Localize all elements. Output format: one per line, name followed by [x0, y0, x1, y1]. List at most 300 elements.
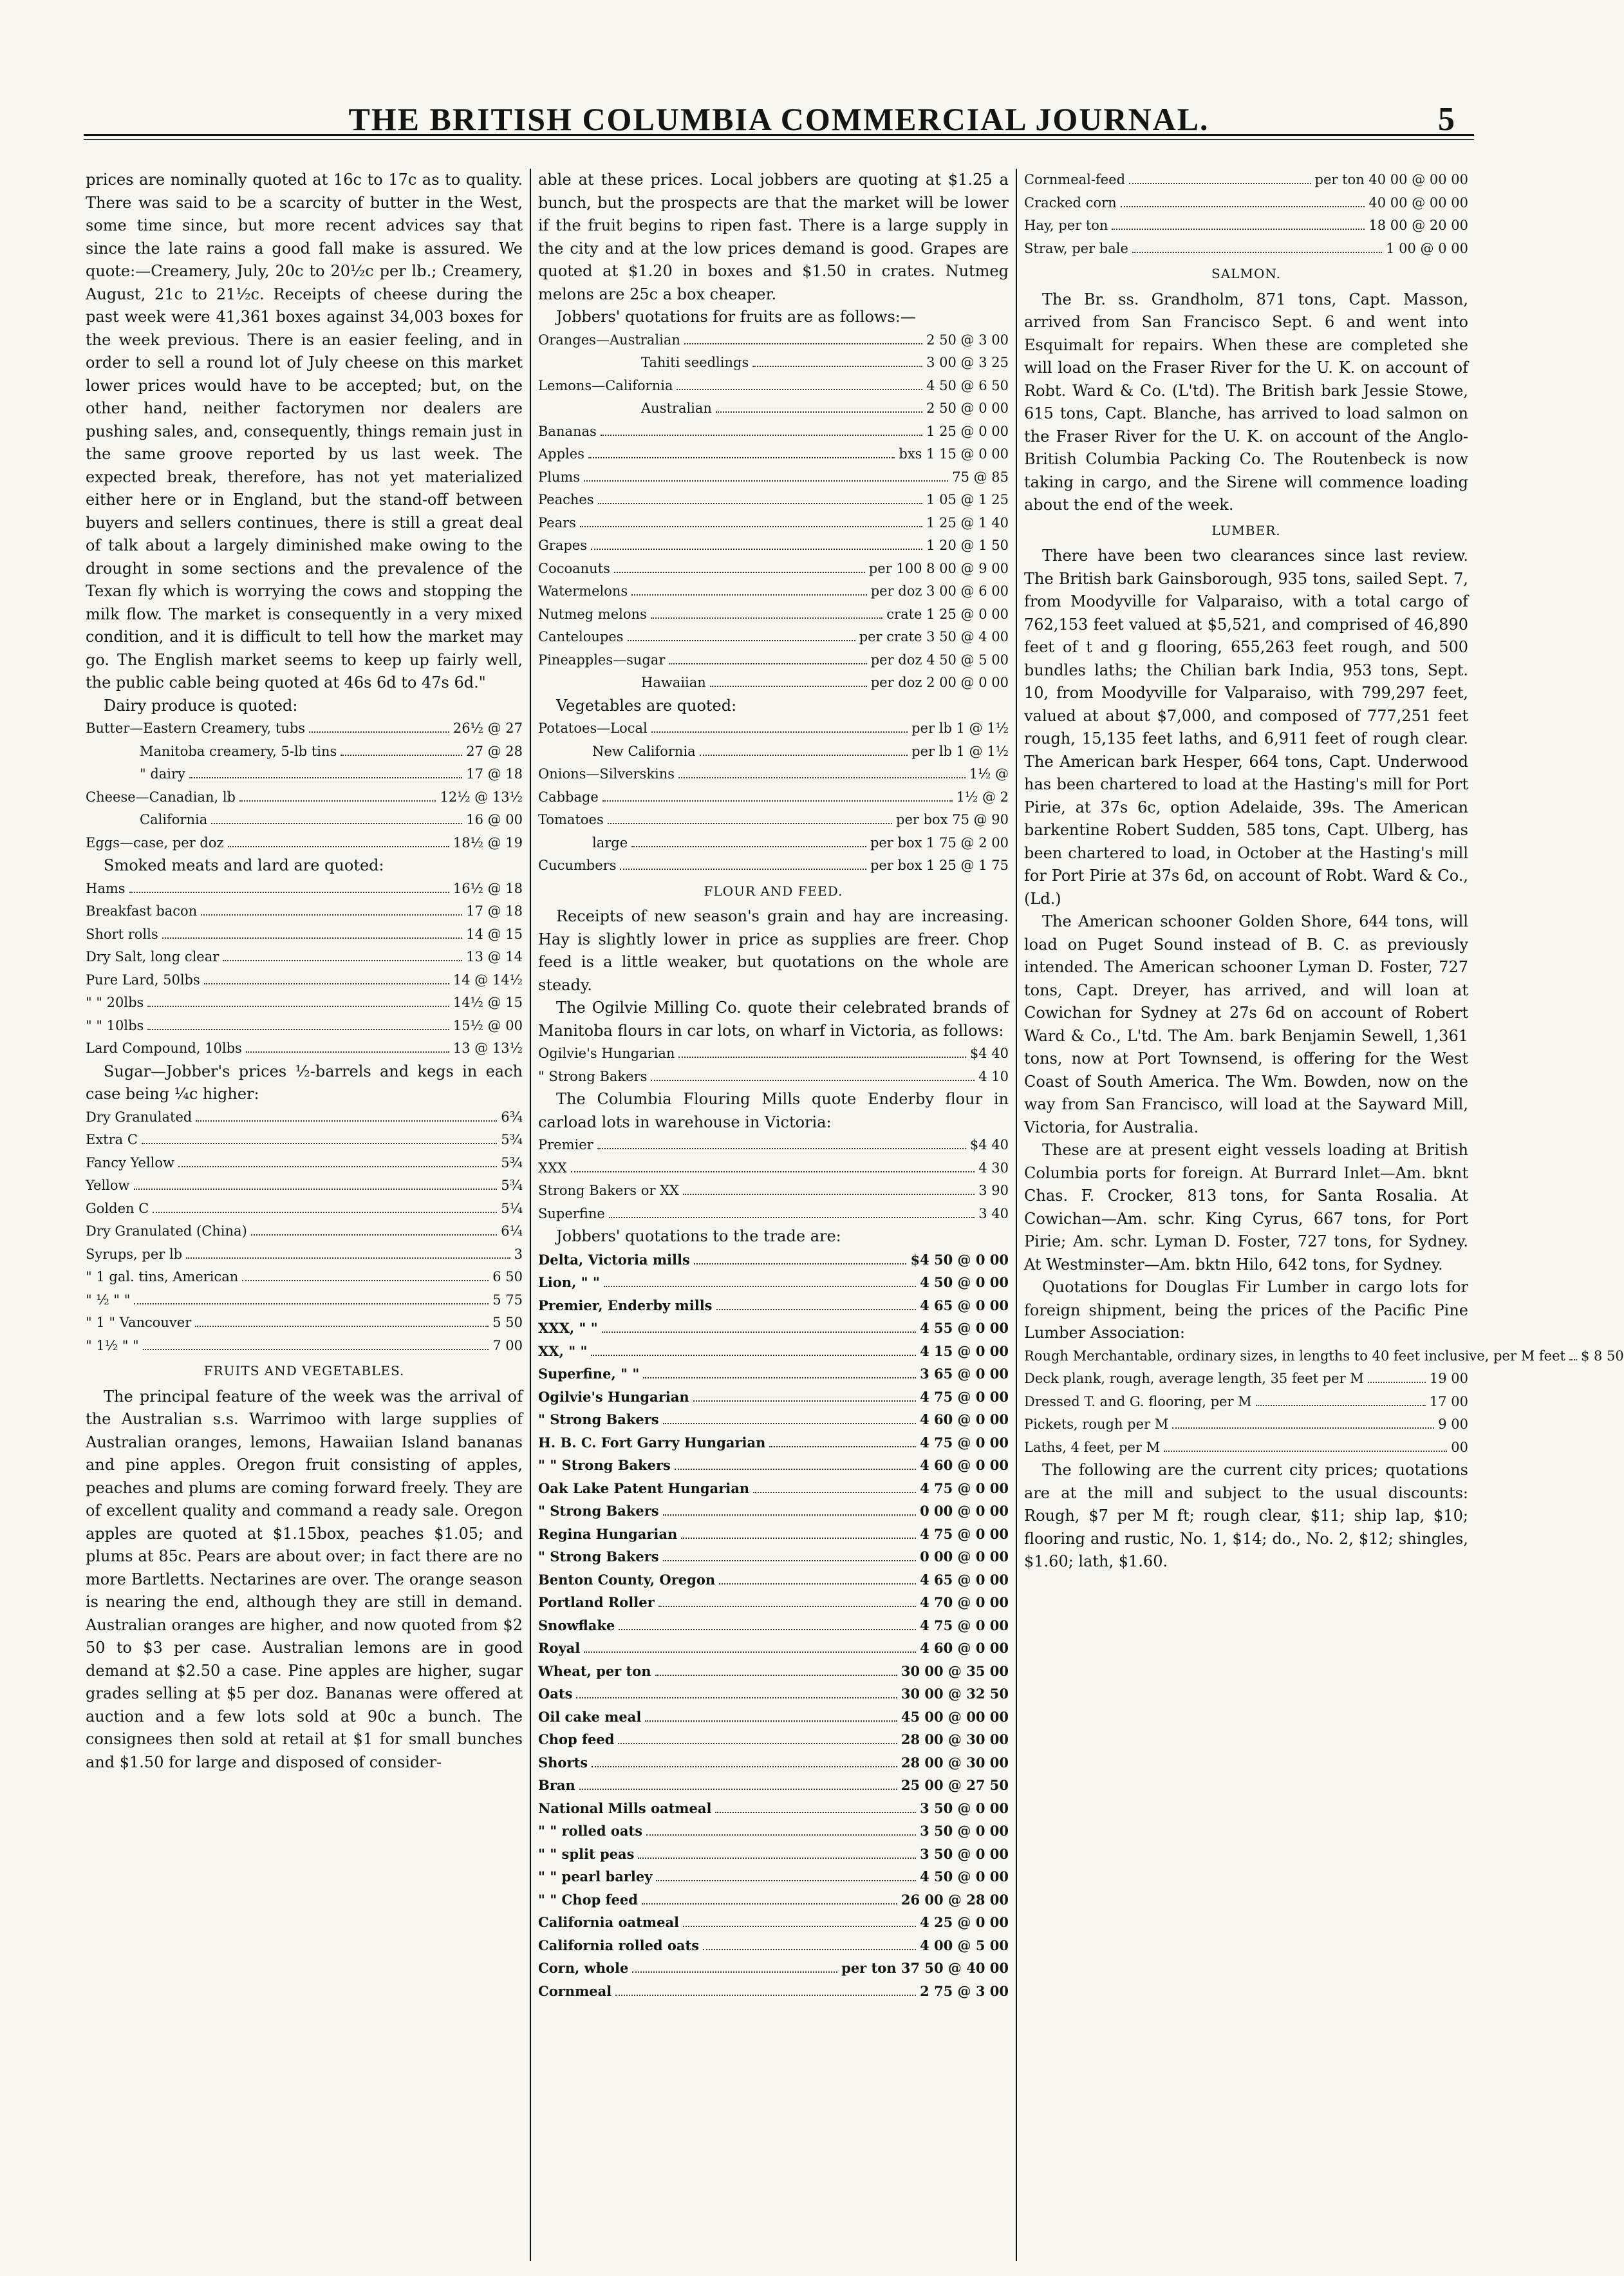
item-price: per doz 4 50 @ 5 00	[870, 652, 1009, 668]
dot-leader	[715, 1812, 916, 1813]
item-price: 3 90	[978, 1183, 1009, 1198]
dot-leader	[677, 389, 922, 390]
sugar-price-list	[86, 1106, 523, 1358]
item-price: 16 @ 00	[466, 812, 523, 827]
dot-leader	[669, 663, 866, 664]
item-name: Lard Compound, 10lbs	[86, 1040, 242, 1056]
dot-leader	[1132, 252, 1382, 253]
item-name: Cabbage	[538, 789, 599, 805]
price-row	[538, 1248, 1009, 1272]
item-price: per box 75 @ 90	[896, 812, 1009, 827]
item-name: large	[592, 834, 628, 851]
item-name: Breakfast bacon	[86, 903, 198, 919]
price-row	[1024, 169, 1468, 192]
item-price: 6 50	[492, 1269, 523, 1284]
dot-leader	[591, 549, 922, 550]
price-row	[86, 969, 523, 992]
item-name: " 1 gal. tins, American	[86, 1269, 239, 1284]
dot-leader	[619, 1629, 916, 1630]
price-row	[538, 1477, 1009, 1500]
dot-leader	[615, 1995, 916, 1996]
item-price: per lb 1 @ 1½	[911, 743, 1009, 759]
item-price: 1 05 @ 1 25	[926, 492, 1009, 507]
lumber-paragraph-2: The American schooner Golden Shore, 644 tons, will load on Puget Sound instead of B. C. as previously intended. The American schooner Lyman D. Foster, 727 tons, Capt. Dreyer, has arrived, and will loan at Cowichan for Sydney at 27s 6d on account of Robert Ward & Co., L'td. The Am. bark Benjamin Sewell, 1,361 tons, now at Port Townsend, is offering for the West Coast of South America. The Wm. Bowden, now on the way from San Francisco, will load at the Sayward Mill, Victoria, for Australia.	[1024, 912, 1468, 1136]
dot-leader	[642, 1903, 897, 1905]
item-price: 1 25 @ 0 00	[926, 423, 1009, 439]
dot-leader	[147, 1006, 449, 1007]
dot-leader	[1121, 206, 1365, 207]
dot-leader	[645, 1720, 897, 1722]
item-name: Pineapples—sugar	[538, 652, 666, 668]
dot-leader	[655, 1675, 897, 1676]
dot-leader	[684, 343, 922, 344]
column-3	[1024, 169, 1624, 2261]
price-row	[538, 1386, 1009, 1409]
item-name: " 1½ " "	[86, 1337, 139, 1353]
item-name: Watermelons	[538, 583, 628, 599]
dot-leader	[239, 800, 436, 802]
page-header	[84, 77, 1474, 148]
price-row	[538, 1408, 1009, 1431]
dot-leader	[716, 411, 922, 413]
dot-leader	[134, 1303, 489, 1304]
item-name: Pickets, rough per M	[1024, 1416, 1169, 1432]
item-name: California rolled oats	[538, 1937, 700, 1953]
item-name: Rough Merchantable, ordinary sizes, in lengths to 40 feet inclusive, per M feet	[1024, 1348, 1565, 1364]
dot-leader	[631, 846, 866, 847]
price-row	[538, 580, 1009, 603]
ogilvie-price-list	[538, 1042, 1009, 1088]
item-name: Hams	[86, 880, 126, 896]
item-price: 28 00 @ 30 00	[901, 1731, 1009, 1747]
dot-leader	[614, 572, 865, 573]
flour-paragraph-2: The Ogilvie Milling Co. quote their celebrated brands of Manitoba flours in car lots, on wharf in Victoria, as follows:	[538, 999, 1009, 1040]
dot-leader	[651, 731, 908, 733]
item-price: 0 00 @ 0 00	[920, 1548, 1009, 1565]
dot-leader	[204, 983, 449, 984]
item-name: Apples	[538, 446, 584, 462]
item-price: 3 40	[978, 1205, 1009, 1221]
dot-leader	[681, 1538, 916, 1539]
section-heading-salmon: SALMON.	[1211, 266, 1281, 281]
column-divider	[1016, 169, 1017, 2261]
price-row	[538, 443, 1009, 466]
item-price: 5 50	[492, 1315, 523, 1330]
price-row	[86, 878, 523, 901]
price-row	[538, 1317, 1009, 1340]
price-row	[86, 992, 523, 1015]
price-row	[538, 534, 1009, 558]
item-price: 1 25 @ 1 40	[926, 514, 1009, 531]
item-price: 4 60 @ 0 00	[920, 1411, 1009, 1427]
item-price: bxs 1 15 @ 0 00	[899, 446, 1009, 462]
item-price: per doz 2 00 @ 0 00	[870, 675, 1009, 690]
dot-leader	[129, 892, 449, 893]
item-name: Tomatoes	[538, 812, 604, 827]
lumber-price-list	[1024, 1345, 1624, 1460]
item-name: Dressed T. and G. flooring, per M	[1024, 1393, 1252, 1409]
item-name: " " pearl barley	[538, 1868, 653, 1885]
item-price: 4 65 @ 0 00	[920, 1297, 1009, 1313]
dot-leader	[1129, 183, 1311, 184]
item-name: Premier, Enderby mills	[538, 1297, 713, 1313]
price-row	[538, 1454, 1009, 1477]
item-name: Dry Salt, long clear	[86, 949, 219, 964]
item-price: 26 00 @ 28 00	[901, 1891, 1009, 1908]
dot-leader	[571, 1171, 975, 1172]
page-number: 5	[1438, 101, 1455, 138]
item-price: 4 10	[978, 1068, 1009, 1084]
dot-leader	[693, 1400, 916, 1402]
price-row	[86, 786, 523, 809]
price-row	[86, 923, 523, 946]
price-row	[538, 1271, 1009, 1294]
item-price: 4 15 @ 0 00	[920, 1342, 1009, 1359]
item-name: Australian	[641, 400, 712, 416]
item-name: Deck plank, rough, average length, 35 feet per M	[1024, 1371, 1364, 1386]
item-price: 5¾	[501, 1154, 523, 1171]
dairy-intro: Dairy produce is quoted:	[104, 696, 298, 715]
item-name: Cornmeal	[538, 1982, 612, 1999]
item-name: Cracked corn	[1024, 194, 1117, 211]
lumber-paragraph-3: These are at present eight vessels loading at British Columbia ports for foreign. At Burrard Inlet—Am. bknt Chas. F. Crocker, 813 tons, for Santa Rosalia. At Cowichan—Am. schr. King Cyrus, 667 tons, for Port Pirie; Am. schr. Lyman D. Foster, 727 tons, for Sydney. At Westminster—Am. bktn Hilo, 642 tons, for Sydney.	[1024, 1141, 1468, 1274]
item-name: Extra C	[86, 1132, 138, 1147]
fruits-paragraph: The principal feature of the week was the arrival of the Australian s.s. Warrimoo with large supplies of Australian oranges, lemons, Hawaiian Island bananas and pine apples. Oregon fruit consisting of apples, peaches and plums are coming forward freely. They are of excellent quality and command a ready sale. Oregon apples are quoted at $1.15box, peaches $1.05; and plums at 85c. Pears are about over; in fact there are no more Bartletts. Nectarines are over. The orange season is nearing the end, although they are still in demand. Australian oranges are higher, and now quoted from $2 50 to $3 per case. Australian lemons are in good demand at $2.50 a case. Pine apples are higher, sugar grades selling at $5 per doz. Bananas were offered at auction and a few lots sold at 90c a bunch. The consignees then sold at retail at $1 for small bunches and $1.50 for large and disposed of consider-	[86, 1387, 523, 1771]
item-price: 3	[514, 1246, 523, 1262]
dot-leader	[195, 1326, 489, 1327]
price-row	[538, 1500, 1009, 1523]
price-row	[538, 1203, 1009, 1226]
item-price: 2 50 @ 3 00	[926, 332, 1009, 348]
item-price: $4 40	[969, 1046, 1009, 1061]
item-name: " ½ " "	[86, 1292, 131, 1308]
dot-leader	[658, 1606, 916, 1607]
item-price: 4 75 @ 0 00	[920, 1434, 1009, 1451]
price-row	[86, 1015, 523, 1038]
dot-leader	[178, 1166, 497, 1167]
item-price: 3 50 @ 0 00	[920, 1823, 1009, 1839]
price-row	[86, 946, 523, 969]
price-row	[538, 1591, 1009, 1614]
item-price: 4 75 @ 0 00	[920, 1388, 1009, 1405]
item-price: 5¾	[501, 1178, 523, 1193]
item-name: " " 20lbs	[86, 995, 144, 1010]
item-price: 4 50 @ 0 00	[920, 1274, 1009, 1290]
item-price: 1 00 @ 0 00	[1386, 240, 1468, 256]
item-name: " " rolled oats	[538, 1823, 643, 1839]
vegetable-price-list	[538, 717, 1009, 878]
item-name: Cornmeal-feed	[1024, 172, 1126, 187]
price-row	[538, 1706, 1009, 1729]
price-row	[1024, 238, 1468, 261]
fruit-price-list	[538, 329, 1009, 695]
price-row	[86, 1106, 523, 1129]
price-row	[86, 1266, 523, 1289]
price-row	[86, 1129, 523, 1152]
item-price: 12½ @ 13½	[440, 789, 523, 805]
dot-leader	[700, 755, 908, 756]
item-name: Delta, Victoria mills	[538, 1251, 690, 1268]
item-name: California	[140, 812, 208, 827]
price-row	[1024, 1391, 1468, 1414]
price-row	[538, 1865, 1009, 1888]
item-name: Superfine	[538, 1205, 605, 1221]
item-name: Pears	[538, 514, 576, 531]
item-name: Lion, " "	[538, 1274, 600, 1290]
item-price: 4 25 @ 0 00	[920, 1914, 1009, 1930]
dot-leader	[618, 1743, 897, 1744]
price-row	[538, 1294, 1009, 1317]
dot-leader	[643, 1377, 916, 1378]
dot-leader	[584, 1651, 916, 1653]
price-row	[86, 763, 523, 786]
dot-leader	[651, 617, 882, 619]
price-row	[538, 1911, 1009, 1934]
price-row	[538, 512, 1009, 535]
price-row	[538, 1042, 1009, 1066]
item-price: 30 00 @ 32 50	[901, 1686, 1009, 1702]
dairy-price-list	[86, 717, 523, 854]
item-name: " Strong Bakers	[538, 1548, 659, 1565]
smoked-price-list	[86, 878, 523, 1060]
dot-leader	[683, 1194, 975, 1195]
price-row	[538, 809, 1009, 832]
dot-leader	[223, 960, 462, 961]
dot-leader	[601, 435, 922, 436]
item-price: 1 20 @ 1 50	[926, 538, 1009, 553]
item-name: " 1 " Vancouver	[86, 1315, 192, 1330]
item-price: per doz 3 00 @ 6 00	[870, 583, 1009, 599]
price-row	[538, 1682, 1009, 1706]
dot-leader	[663, 1423, 916, 1424]
price-row	[538, 1751, 1009, 1774]
price-row	[86, 1289, 523, 1312]
dot-leader	[162, 937, 463, 939]
item-price: 4 00 @ 5 00	[920, 1937, 1009, 1953]
dot-leader	[769, 1446, 916, 1447]
item-name: XX, " "	[538, 1342, 588, 1359]
price-row	[538, 626, 1009, 649]
trade-intro: Jobbers' quotations to the trade are:	[556, 1227, 841, 1245]
price-row	[538, 1980, 1009, 2003]
dot-leader	[597, 1148, 966, 1149]
item-name: Bananas	[538, 423, 597, 439]
item-name: " Strong Bakers	[538, 1411, 659, 1427]
item-name: XXX, " "	[538, 1320, 598, 1336]
dot-leader	[1172, 1427, 1434, 1429]
item-price: 1½ @ 2	[956, 789, 1009, 805]
header-rule-thin	[84, 139, 1474, 140]
price-row	[538, 763, 1009, 786]
item-price: $ 8 50	[1580, 1348, 1624, 1364]
item-name: Dry Granulated (China)	[86, 1223, 247, 1239]
feed-price-list	[1024, 169, 1468, 260]
item-name: Hawaiian	[641, 675, 706, 690]
item-name: " " split peas	[538, 1845, 635, 1862]
item-price: 6¾	[501, 1109, 523, 1125]
veg-intro: Vegetables are quoted:	[556, 696, 737, 715]
item-price: 4 70 @ 0 00	[920, 1594, 1009, 1610]
item-price: 0 00 @ 0 00	[920, 1503, 1009, 1519]
price-row	[1024, 214, 1468, 238]
item-name: Strong Bakers or XX	[538, 1183, 680, 1198]
price-row	[538, 649, 1009, 672]
item-name: " " Strong Bakers	[538, 1457, 671, 1473]
item-price: 14½ @ 15	[453, 995, 523, 1010]
dot-leader	[631, 594, 867, 596]
item-price: 18 00 @ 20 00	[1368, 218, 1468, 233]
dot-leader	[1368, 1382, 1426, 1383]
price-row	[538, 672, 1009, 695]
item-price: 5¼	[501, 1200, 523, 1216]
price-row	[86, 832, 523, 855]
item-name: Potatoes—Local	[538, 720, 648, 736]
item-name: Onions—Silverskins	[538, 766, 675, 782]
price-row	[538, 854, 1009, 878]
dot-leader	[663, 1560, 916, 1561]
price-row	[538, 375, 1009, 398]
item-price: 5 75	[492, 1292, 523, 1308]
item-price: per crate 3 50 @ 4 00	[859, 629, 1009, 644]
dot-leader	[576, 1697, 897, 1698]
item-name: Peaches	[538, 492, 594, 507]
item-price: 3 50 @ 0 00	[920, 1800, 1009, 1816]
item-price: 00	[1451, 1439, 1468, 1455]
price-row	[86, 1037, 523, 1060]
price-row	[538, 1797, 1009, 1820]
price-row	[538, 352, 1009, 375]
price-row	[538, 832, 1009, 855]
item-price: per box 1 75 @ 2 00	[870, 834, 1009, 851]
item-name: Grapes	[538, 538, 587, 553]
flour-paragraph-3: The Columbia Flouring Mills quote Enderby flour in carload lots in warehouse in Victoria:	[538, 1090, 1009, 1131]
columbia-price-list	[538, 1134, 1009, 1225]
price-row	[538, 1728, 1009, 1751]
dot-leader	[678, 1057, 966, 1058]
dot-leader	[602, 800, 953, 802]
item-price: 17 @ 18	[466, 766, 523, 782]
lumber-paragraph-4: Quotations for Douglas Fir Lumber in cargo lots for foreign shipment, being the prices of the Pacific Pine Lumber Association:	[1024, 1278, 1468, 1342]
dot-leader	[147, 1029, 449, 1030]
dot-leader	[609, 1217, 975, 1218]
price-row	[1024, 1345, 1624, 1368]
item-price: 5¾	[501, 1132, 523, 1147]
item-name: Straw, per bale	[1024, 240, 1128, 256]
item-price: 75 @ 85	[952, 469, 1009, 485]
item-price: 17 @ 18	[466, 903, 523, 919]
dot-leader	[309, 731, 449, 733]
item-name: Canteloupes	[538, 629, 624, 644]
dot-leader	[656, 1880, 916, 1881]
price-row	[538, 397, 1009, 420]
dot-leader	[579, 1789, 897, 1790]
price-row	[538, 1523, 1009, 1546]
price-row	[86, 1312, 523, 1335]
item-price: 30 00 @ 35 00	[901, 1662, 1009, 1679]
item-name: " Strong Bakers	[538, 1503, 659, 1519]
flour-paragraph-1: Receipts of new season's grain and hay are increasing. Hay is slightly lower in price as supplies are freer. Chop feed is a little weaker, but quotations on the whole are steady.	[538, 907, 1009, 994]
sugar-intro: Sugar—Jobber's prices ½-barrels and kegs in each case being ¼c higher:	[86, 1062, 523, 1103]
section-heading-flour: FLOUR AND FEED.	[704, 883, 843, 899]
dot-leader	[602, 1331, 916, 1333]
item-price: 19 00	[1429, 1371, 1468, 1386]
item-name: National Mills oatmeal	[538, 1800, 712, 1816]
item-name: Premier	[538, 1137, 593, 1152]
dot-leader	[134, 1189, 498, 1190]
item-price: 4 75 @ 0 00	[920, 1525, 1009, 1542]
dot-leader	[719, 1583, 916, 1585]
item-name: Royal	[538, 1640, 581, 1656]
item-name: Nutmeg melons	[538, 606, 647, 622]
item-price: 27 @ 28	[466, 743, 523, 759]
item-name: " Strong Bakers	[538, 1068, 648, 1084]
item-name: Fancy Yellow	[86, 1154, 175, 1171]
item-name: Oats	[538, 1686, 573, 1702]
dot-leader	[620, 869, 866, 870]
item-price: 16½ @ 18	[453, 880, 523, 896]
item-name: Bran	[538, 1777, 575, 1793]
item-price: 3 65 @ 0 00	[920, 1366, 1009, 1382]
price-row	[1024, 1368, 1468, 1391]
item-name: " " Chop feed	[538, 1891, 638, 1908]
item-name: Portland Roller	[538, 1594, 655, 1610]
dot-leader	[716, 1309, 917, 1310]
item-name: Manitoba creamery, 5-lb tins	[140, 743, 337, 759]
price-row	[538, 329, 1009, 352]
section-heading-lumber: LUMBER.	[1211, 522, 1281, 538]
item-price: per 100 8 00 @ 9 00	[868, 560, 1009, 576]
dot-leader	[604, 1286, 916, 1287]
item-name: Syrups, per lb	[86, 1246, 183, 1262]
item-price: $4 50 @ 0 00	[910, 1251, 1009, 1268]
item-name: Ogilvie's Hungarian	[538, 1388, 689, 1405]
item-price: 4 55 @ 0 00	[920, 1320, 1009, 1336]
item-price: 18½ @ 19	[453, 834, 523, 851]
price-row	[86, 1174, 523, 1198]
price-row	[538, 1637, 1009, 1660]
item-name: Ogilvie's Hungarian	[538, 1046, 675, 1061]
item-price: 2 75 @ 3 00	[920, 1982, 1009, 1999]
dot-leader	[663, 1514, 916, 1516]
smoked-intro: Smoked meats and lard are quoted:	[104, 856, 384, 874]
dot-leader	[598, 503, 923, 504]
dot-leader	[242, 1280, 489, 1281]
item-price: 6¼	[501, 1223, 523, 1239]
item-name: California oatmeal	[538, 1914, 680, 1930]
dot-leader	[678, 777, 966, 778]
dot-leader	[341, 755, 462, 756]
item-price: 3 00 @ 3 25	[926, 355, 1009, 370]
item-name: Chop feed	[538, 1731, 615, 1747]
dot-leader	[592, 1766, 897, 1767]
dot-leader	[651, 1080, 975, 1081]
price-row	[1024, 192, 1468, 215]
item-name: Plums	[538, 469, 581, 485]
salmon-paragraph: The Br. ss. Grandholm, 871 tons, Capt. Masson, arrived from San Francisco Sept. 6 and went into Esquimalt for repairs. When these are completed she will load on the Fraser River for the U. K. on account of Robt. Ward & Co. (L'td). The British bark Jessie Stowe, 615 tons, Capt. Blanche, has arrived to load salmon on the Fraser River for the U. K. on account of the Anglo-British Columbia Packing Co. The Routenbeck is now taking in cargo, and the Sirene will commence loading about the end of the week.	[1024, 290, 1468, 514]
item-name: Yellow	[86, 1178, 130, 1193]
price-row	[538, 1066, 1009, 1089]
fruit-report-paragraph: able at these prices. Local jobbers are quoting at $1.25 a bunch, but the prospects are that the market will be lower if the fruit begins to ripen fast. There is a large supply in the city and at the low prices demand is good. Grapes are quoted at $1.20 in boxes and $1.50 in crates. Nutmeg melons are 25c a box cheaper.	[538, 171, 1009, 303]
item-price: crate 1 25 @ 0 00	[886, 606, 1009, 622]
item-price: 17 00	[1429, 1393, 1468, 1409]
item-name: Lemons—California	[538, 377, 673, 393]
item-price: per ton 40 00 @ 00 00	[1314, 172, 1468, 187]
price-row	[86, 1220, 523, 1243]
price-row	[538, 1340, 1009, 1363]
item-price: 4 50 @ 6 50	[926, 377, 1009, 393]
item-price: 13 @ 13½	[453, 1040, 523, 1056]
item-name: Dry Granulated	[86, 1109, 192, 1125]
